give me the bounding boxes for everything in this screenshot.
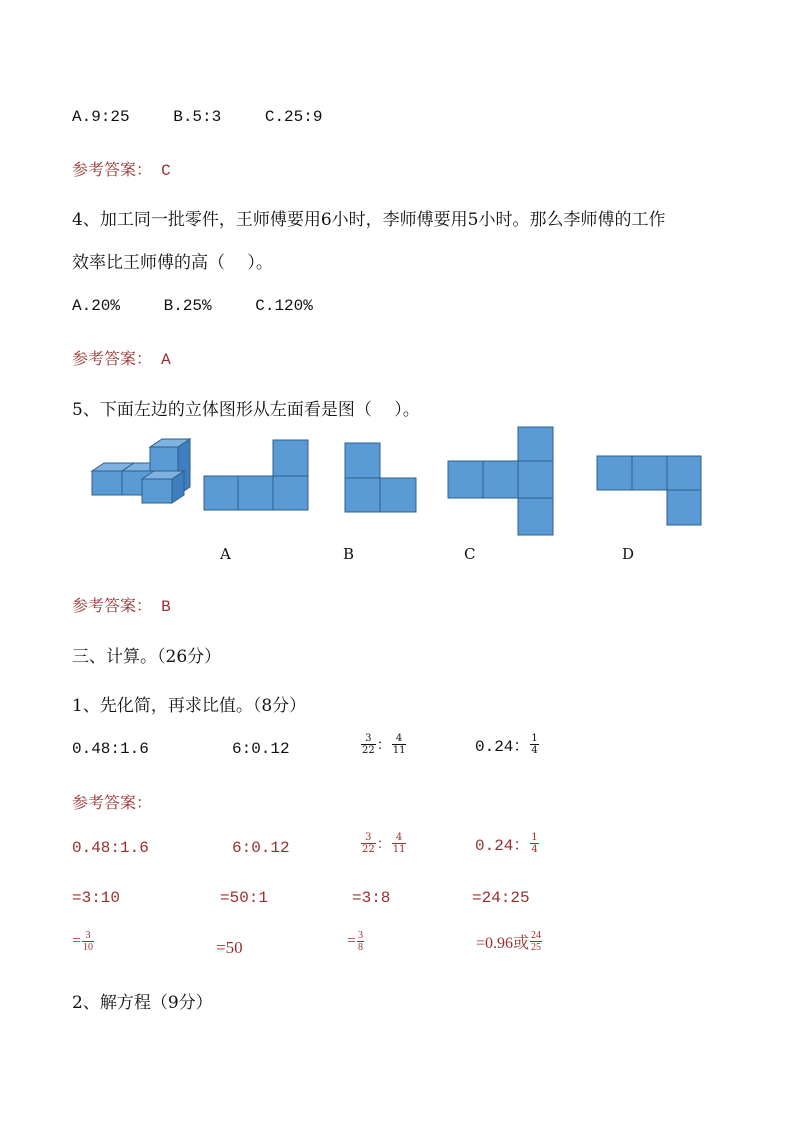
- ans-p4-den: 4: [531, 844, 538, 855]
- q4-option-b: B.25%: [163, 297, 212, 315]
- q5-label-d: D: [622, 545, 635, 563]
- p4-den: 4: [531, 745, 538, 756]
- p3-b-den: 11: [392, 745, 406, 756]
- calc1-answer-problem-1: 0.48:1.6: [72, 839, 149, 857]
- q4-answer-value: A: [161, 351, 171, 369]
- v3-eq: =: [347, 932, 357, 950]
- ans-p3-a-den: 22: [362, 844, 375, 855]
- v4-text: =0.96或: [476, 935, 530, 952]
- q3-answer-value: C: [161, 162, 171, 180]
- q5-figure-d: [597, 456, 701, 525]
- q5-label-a: A: [220, 545, 231, 563]
- ans-p3-b-num: 4: [395, 832, 403, 843]
- q5-question: 5、下面左边的立体图形从左面看是图（ ）。: [72, 400, 420, 420]
- calc1-simplified-1: =3:10: [72, 889, 121, 907]
- calc1-value-4: [476, 930, 543, 953]
- q4-option-a: A.20%: [72, 297, 121, 315]
- q5-answer-row: [72, 593, 171, 616]
- v1-den: 10: [83, 942, 94, 953]
- calc1-value-3: [347, 930, 365, 953]
- calc1-simplified-4: =24:25: [472, 889, 530, 907]
- ans-p3-a-num: 3: [365, 832, 372, 843]
- calc1-title: 1、先化简，再求比值。（8分）: [72, 696, 307, 716]
- q5-label-c: C: [464, 545, 476, 563]
- q4-answer-label: 参考答案：: [72, 349, 153, 368]
- v1-eq: =: [72, 932, 82, 950]
- calc1-answer-label: [72, 790, 152, 813]
- q4-question-line2: 效率比王师傅的高（ ）。: [72, 253, 273, 273]
- calc2-title: 2、解方程（9分）: [72, 993, 213, 1013]
- ans-p4-left: 0.24：: [475, 837, 530, 855]
- calc1-value-2: =50: [216, 938, 243, 957]
- v1-num: 3: [85, 930, 91, 941]
- v4-num: 24: [531, 930, 542, 941]
- calc1-simplified-2: =50:1: [220, 889, 269, 907]
- q5-figure-c: [448, 427, 553, 535]
- q4-question-line1: 4、加工同一批零件，王师傅要用6小时，李师傅要用5小时。那么李师傅的工作: [72, 210, 666, 230]
- p4-left: 0.24：: [475, 738, 530, 756]
- q4-option-c: C.120%: [255, 297, 313, 315]
- q5-label-b: B: [343, 545, 355, 563]
- q3-option-a: A.9:25: [72, 108, 130, 126]
- calc1-simplified-3: =3:8: [352, 889, 391, 907]
- q5-answer-label: 参考答案：: [72, 596, 153, 615]
- q5-figure-b: [345, 443, 416, 512]
- p4-num: 1: [531, 733, 538, 744]
- q3-option-c: C.25:9: [264, 108, 323, 126]
- q3-option-b: B.5:3: [173, 108, 222, 126]
- v3-num: 3: [358, 930, 364, 941]
- q5-answer-value: B: [161, 598, 171, 616]
- p3-sep: ：: [376, 737, 391, 754]
- v4-den: 25: [531, 942, 542, 953]
- p3-b-num: 4: [395, 733, 403, 744]
- calc1-answer-label-text: 参考答案：: [72, 793, 153, 812]
- q5-figure-a: [204, 440, 308, 510]
- calc1-problem-3: [360, 733, 407, 756]
- calc1-problem-2: 6:0.12: [232, 740, 290, 758]
- ans-p3-b-den: 11: [392, 844, 406, 855]
- p3-a-den: 22: [362, 745, 375, 756]
- calc1-problem-1: 0.48:1.6: [72, 740, 149, 758]
- calc1-answer-problem-3: [360, 832, 407, 855]
- q5-solid-figure: [92, 439, 190, 503]
- p3-a-num: 3: [365, 733, 372, 744]
- q3-answer-label: 参考答案：: [72, 160, 153, 179]
- calc1-answer-problem-4: [475, 832, 540, 855]
- ans-p3-sep: ：: [376, 836, 391, 853]
- ans-p4-num: 1: [531, 832, 538, 843]
- v3-den: 8: [358, 942, 364, 953]
- calc1-problem-4: [475, 733, 540, 756]
- calc1-value-1: [72, 930, 95, 953]
- section3-title: 三、计算。（26分）: [72, 647, 222, 667]
- calc1-answer-problem-2: 6:0.12: [232, 839, 290, 857]
